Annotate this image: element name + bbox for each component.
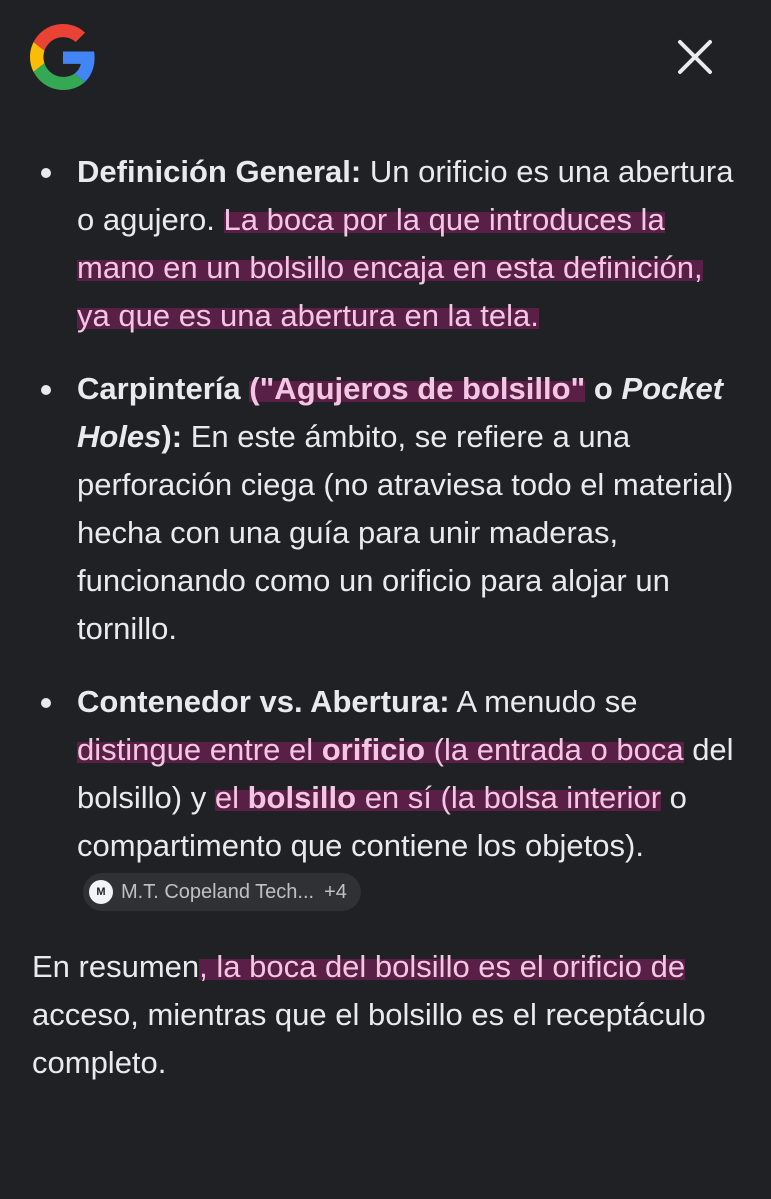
bullet-title: Definición General: — [77, 154, 362, 189]
highlight-part: (la entrada o boca — [425, 732, 684, 767]
highlighted-text — [77, 732, 684, 767]
bullet-text: Un orificio es una abertura o agujero. — [77, 154, 734, 237]
highlight-part: distingue entre el — [77, 732, 322, 767]
highlight-part: en sí (la bolsa interior — [356, 780, 662, 815]
bullet-text: del bolsillo) y — [77, 732, 734, 815]
google-logo-icon — [30, 24, 96, 90]
highlighted-text: , la boca del bolsillo es el orificio de — [199, 949, 686, 984]
close-icon — [677, 39, 713, 80]
highlight-part: el — [214, 780, 248, 815]
highlight-bold: bolsillo — [247, 780, 357, 815]
highlighted-text: La boca por la que introduces la mano en un bolsillo encaja en esta definición, ya que es una abertura en la tela. — [77, 202, 703, 333]
bullet-title-mid: o — [585, 371, 622, 406]
close-button[interactable] — [668, 32, 722, 86]
answer-content — [0, 148, 771, 1087]
header — [0, 0, 771, 120]
source-count: +4 — [324, 880, 347, 903]
bullet-list — [0, 148, 771, 918]
bullet-dot — [41, 168, 51, 178]
highlight-bold: orificio — [321, 732, 426, 767]
summary-text: En resumen — [32, 949, 200, 984]
bullet-text: En este ámbito, se refiere a una perforación ciega (no atraviesa todo el material) hecha con una guía para unir maderas, funcionando como un orificio para alojar un tornillo. — [77, 419, 734, 646]
bullet-title: Contenedor vs. Abertura: — [77, 684, 450, 719]
bullet-dot — [41, 385, 51, 395]
bullet-title-italic: Pocket Holes — [77, 371, 724, 454]
summary-paragraph — [0, 943, 771, 1087]
list-item — [0, 148, 771, 340]
source-chip[interactable] — [83, 873, 361, 911]
list-item — [0, 678, 771, 918]
highlighted-text — [215, 780, 661, 815]
bullet-text: o compartimento que contiene los objetos). — [77, 780, 687, 863]
source-label: M.T. Copeland Tech... — [121, 880, 315, 903]
bullet-title-start: Carpintería — [77, 371, 250, 406]
bullet-dot — [41, 698, 51, 708]
source-avatar: M — [89, 880, 113, 904]
bullet-title-end: ): — [161, 419, 183, 454]
highlighted-title: ("Agujeros de bolsillo" — [249, 371, 586, 406]
list-item — [0, 365, 771, 653]
bullet-text: A menudo se — [449, 684, 638, 719]
summary-text: acceso, mientras que el bolsillo es el receptáculo completo. — [32, 997, 706, 1080]
